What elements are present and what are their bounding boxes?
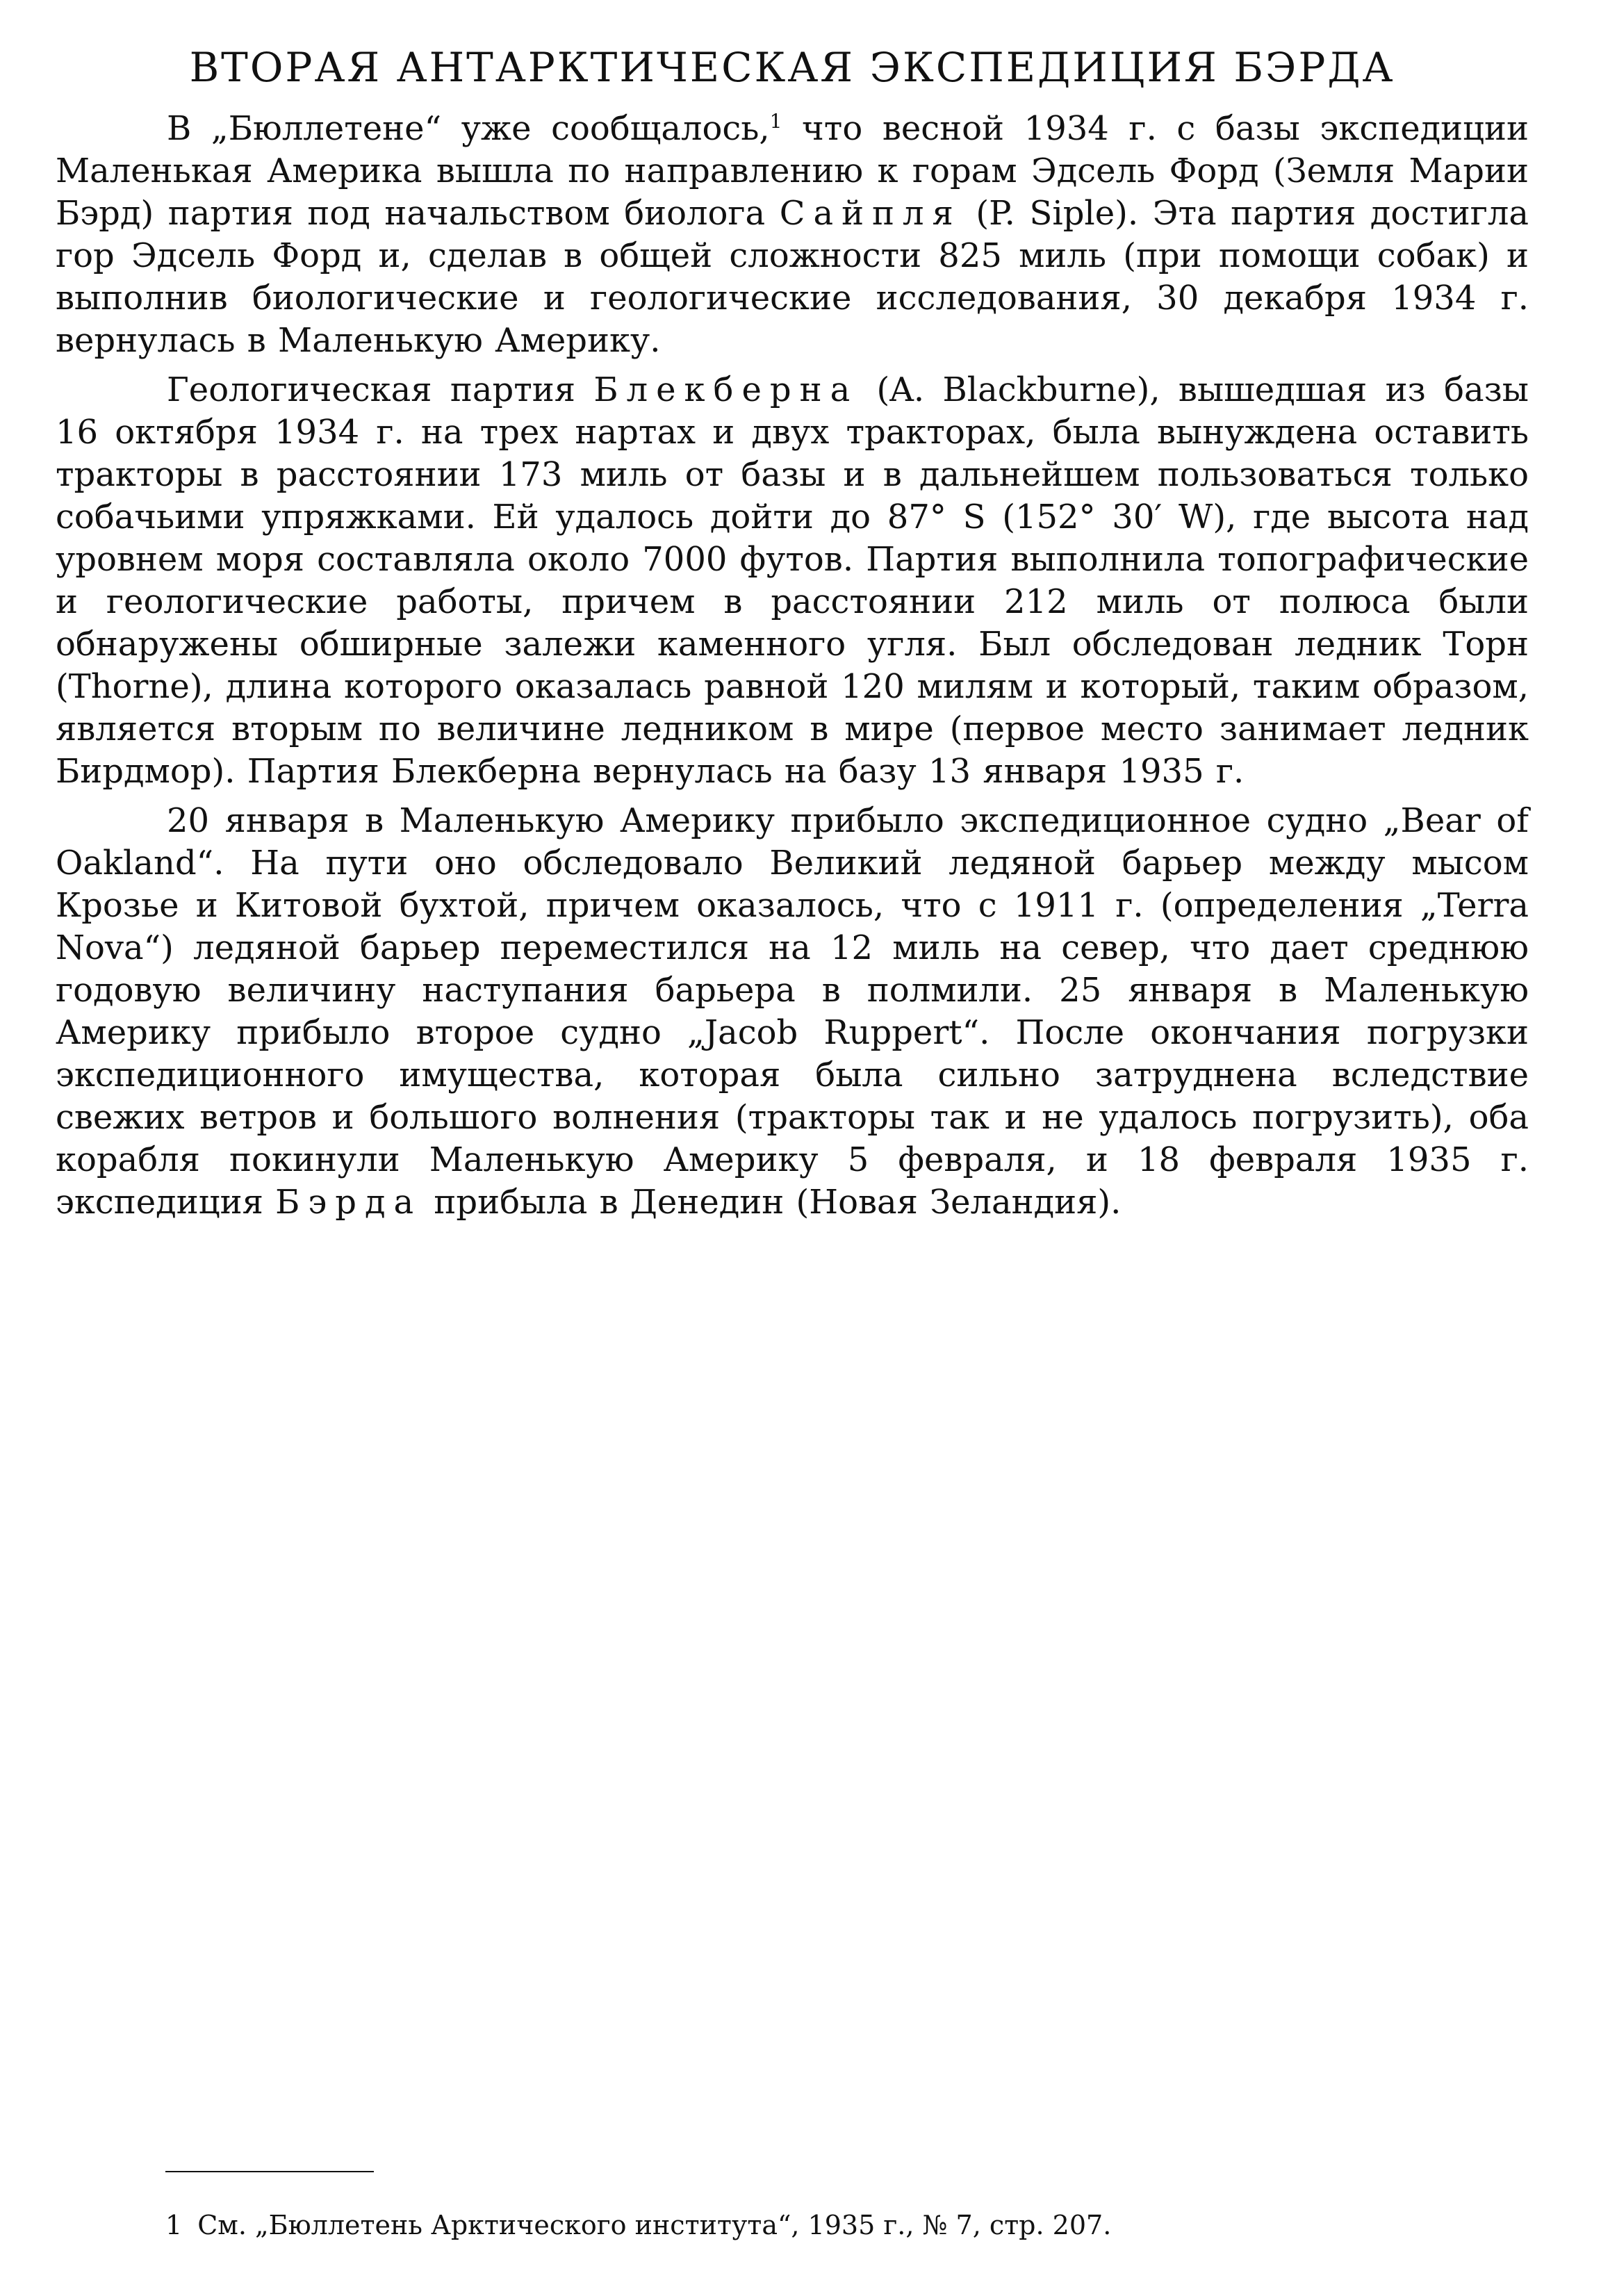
p2-name-blackburne: Блекберна	[593, 370, 859, 410]
p1-text-c: (P. Siple). Эта партия достигла гор Эдсель Форд и, сделав в общей сложности 825 миль (при помощи собак) и выполнив биологические и геологические исследования, 30 декабря 1934 г. вернулась в Маленькую Америку.	[56, 194, 1529, 361]
p3-name-byrd: Бэрда	[275, 1183, 422, 1222]
p3-text-b: прибыла в Денедин (Новая Зеландия).	[422, 1183, 1122, 1222]
article-title: ВТОРАЯ АНТАРКТИЧЕСКАЯ ЭКСПЕДИЦИЯ БЭРДА	[189, 44, 1395, 91]
paragraph-3	[56, 800, 1529, 1224]
p3-text-a: 20 января в Маленькую Америку прибыло экспедиционное судно „Bear of Oakland“. На пути оно обследовало Великий ледяной барьер между мысом Крозье и Китовой бухтой, причем оказалось, что с 1911 г. (определения „Terra Nova“) ледяной барьер переместился на 12 миль на север, что дает среднюю годовую величину наступания барьера в полмили. 25 января в Маленькую Америку прибыло второе судно „Jacob Ruppert“. После окончания погрузки экспедиционного имущества, которая была сильно затруднена вследствие свежих ветров и большого волнения (тракторы так и не удалось погрузить), оба корабля покинули Маленькую Америку 5 февраля, и 18 февраля 1935 г. экспедиция	[56, 801, 1529, 1222]
footnote-divider	[165, 2171, 374, 2172]
paragraph-2	[56, 369, 1529, 793]
footnote-text: См. „Бюллетень Арктического института“, 1935 г., № 7, стр. 207.	[197, 2210, 1112, 2240]
footnote-mark: 1	[165, 2210, 183, 2240]
p2-text-b: (A. Blackburne), вышедшая из базы 16 октября 1934 г. на трех нартах и двух тракторах, была вынуждена оставить тракторы в расстоянии 173 миль от базы и в дальнейшем пользоваться только собачьими упряжками. Ей удалось дойти до 87° S (152° 30′ W), где высота над уровнем моря составляла около 7000 футов. Партия выполнила топографические и геологические работы, причем в расстоянии 212 миль от полюса были обнаружены обширные залежи каменного угля. Был обследован ледник Торн (Thorne), длина которого оказалась равной 120 милям и который, таким образом, является вторым по величине ледником в мире (первое место занимает ледник Бирдмор). Партия Блекберна вернулась на базу 13 января 1935 г.	[56, 370, 1529, 792]
footnote-reference[interactable]: 1	[769, 110, 782, 133]
p1-name-siple: Сайпля	[779, 194, 962, 233]
document-page	[56, 42, 1529, 1231]
p1-text-a: В „Бюллетене“ уже сообщалось,	[167, 109, 770, 149]
footnote	[165, 2208, 1111, 2242]
p1-text-b: что весной 1934 г. с базы экспедиции Маленькая Америка вышла по направлению к горам Эдсель Форд (Земля Марии Бэрд) партия под начальством биолога	[56, 109, 1529, 233]
p2-text-a: Геологическая партия	[167, 370, 594, 410]
paragraph-1	[56, 108, 1529, 362]
